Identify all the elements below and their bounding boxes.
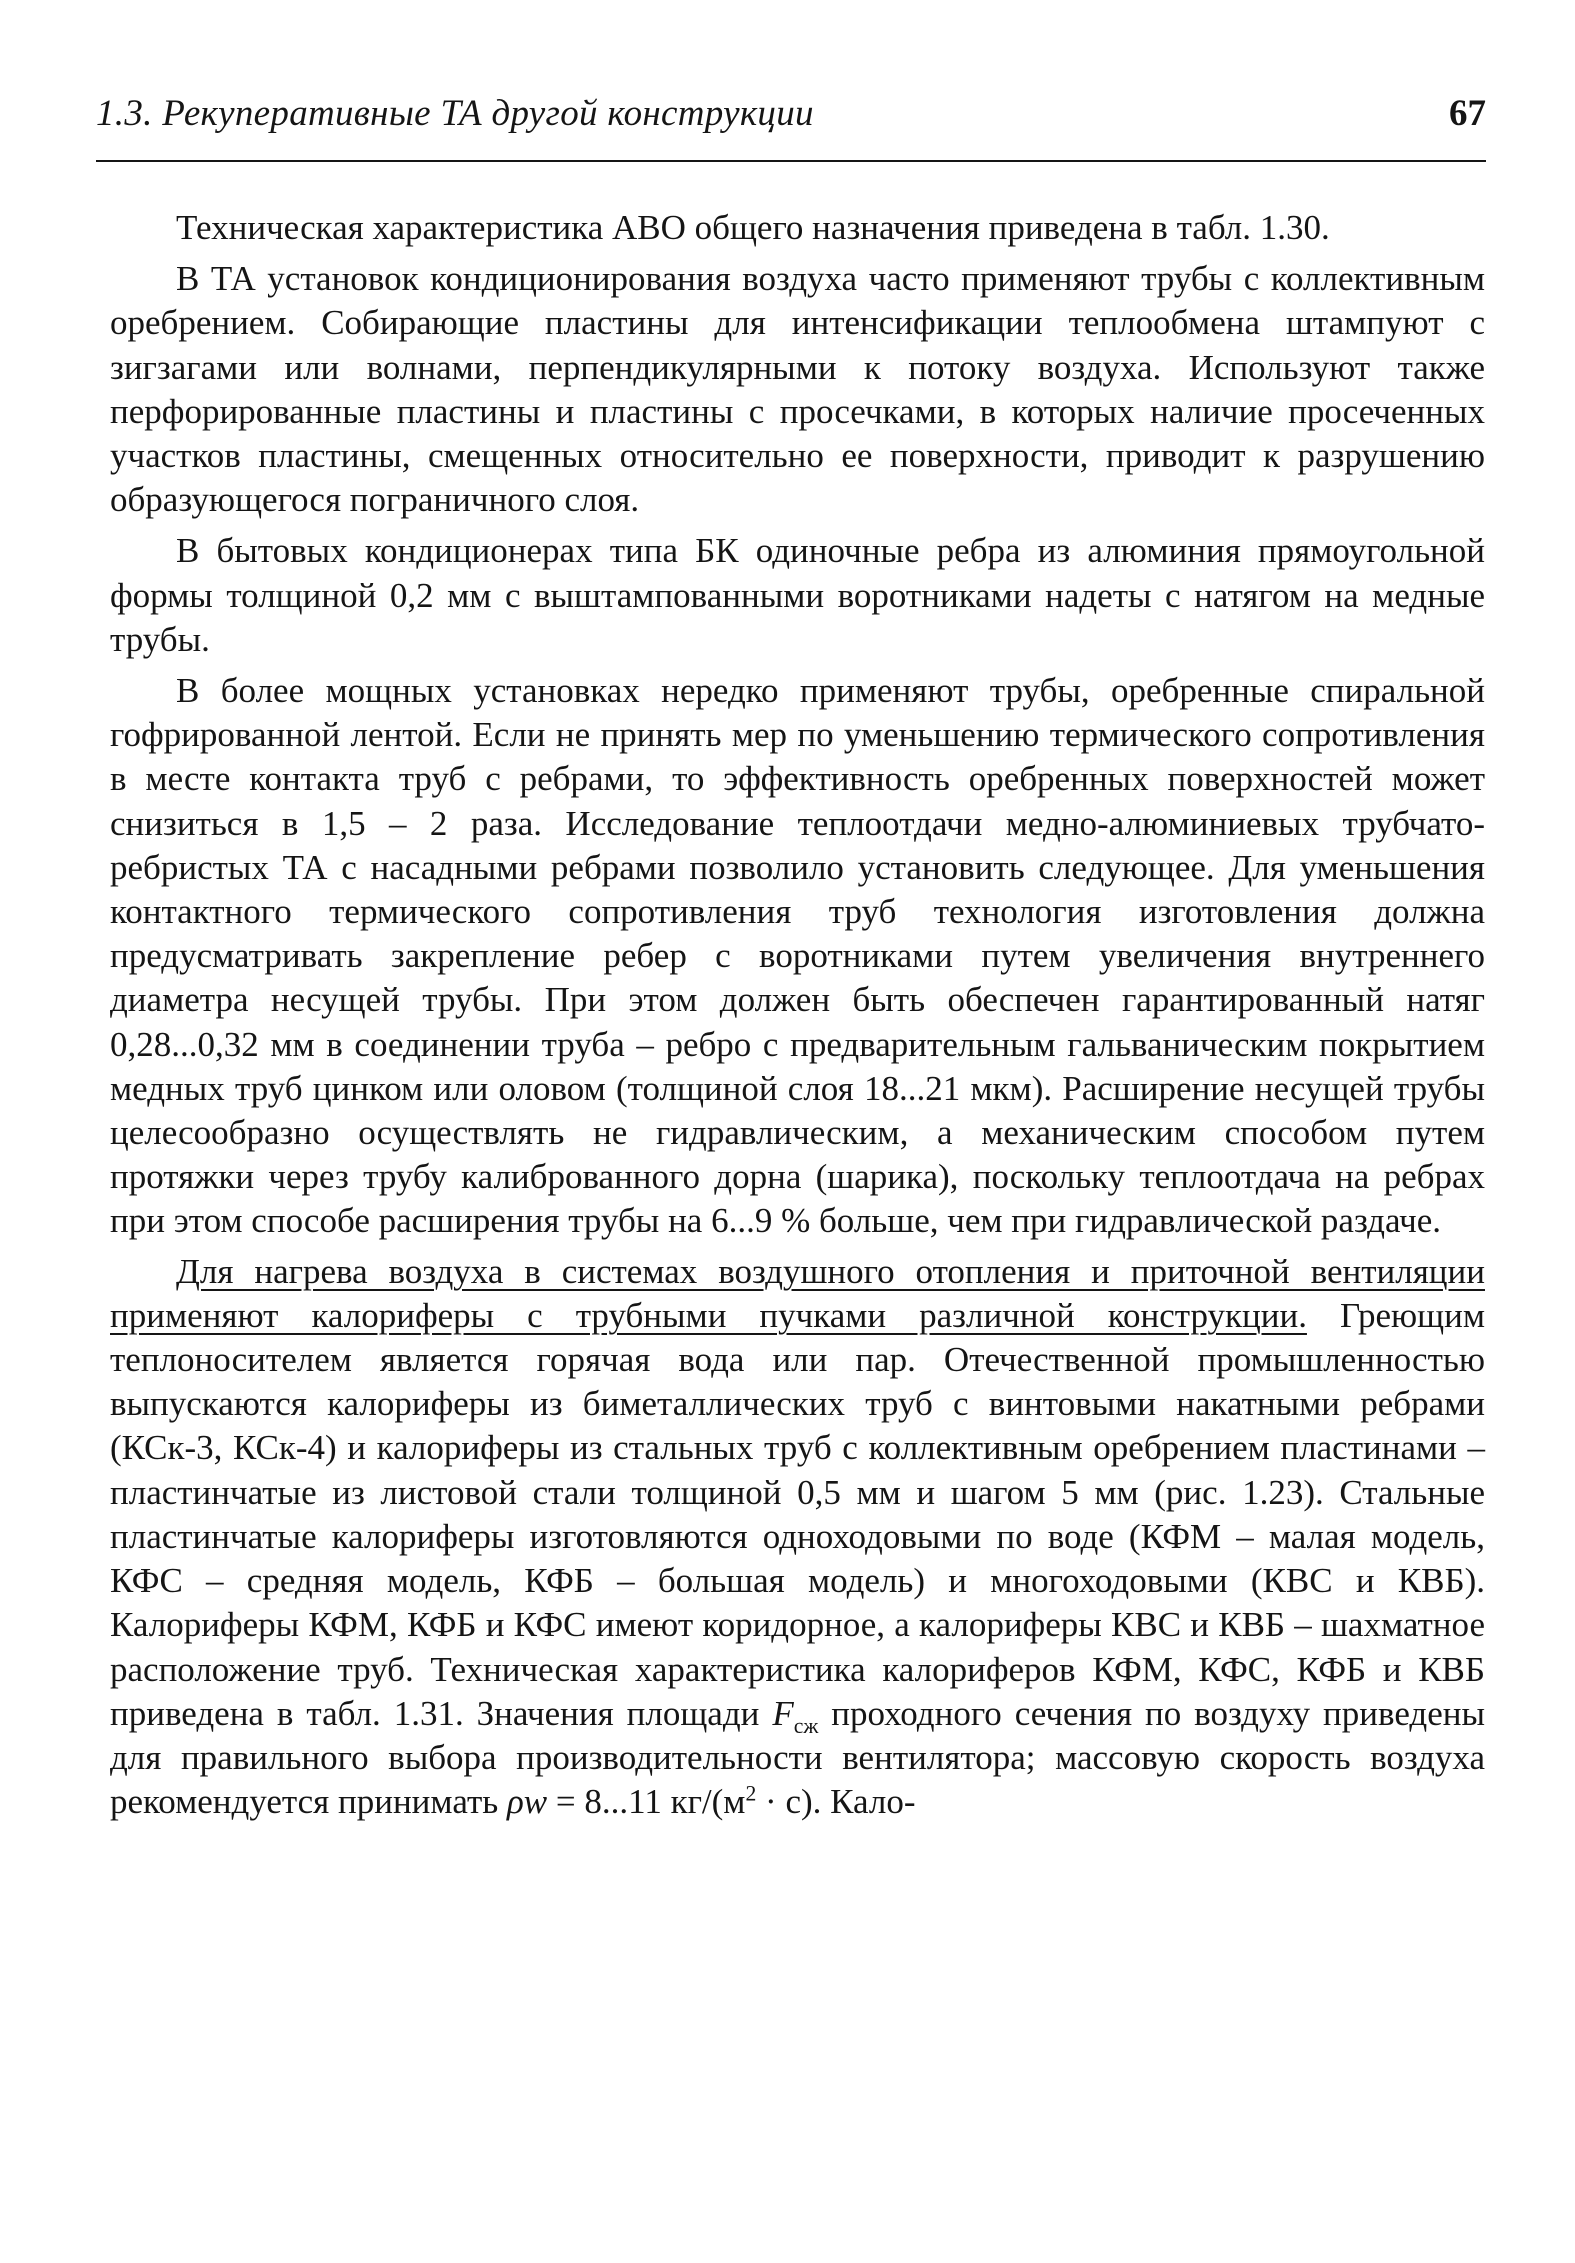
section-title: 1.3. Рекуперативные ТА другой конструкции <box>96 93 814 134</box>
paragraph-3: В бытовых кондиционерах типа БК одиночные ребра из алюминия прямоугольной формы толщиной 0,2 мм с выштампованными воротниками надеты с натягом на медные трубы. <box>110 531 1485 659</box>
paragraph-2: В ТА установок кондиционирования воздуха часто применяют трубы с коллективным оребрением. Собирающие пластины для интенсификации теплообмена штампуют с зигзагами или волнами, перпендикулярными к потоку воздуха. Используют также перфорированные пластины и пластины с просечками, в которых наличие просеченных участков пластины, смещенных относительно ее поверхности, приводит к разрушению образующегося пограничного слоя. <box>110 259 1485 520</box>
page-number: 67 <box>1449 93 1486 134</box>
underlined-sentence: Для нагрева воздуха в системах воздушного отопления и приточной вентиляции применяют калориферы с трубными пучками различной конструкции. <box>110 1251 1485 1335</box>
body-text <box>110 206 1485 1824</box>
paragraph-5-text-d: · с). Кало- <box>756 1782 916 1822</box>
variable-rho-w: ρw <box>506 1782 548 1822</box>
superscript-2: 2 <box>745 1781 757 1806</box>
paragraph-5-text-b: проходного сечения по воздуху приведены для правильного выбора производительности вентилятора; массовую скорость воздуха рекомендуется принимать <box>110 1693 1485 1822</box>
variable-F: F <box>772 1693 794 1733</box>
subscript-szh: сж <box>793 1713 819 1738</box>
paragraph-5-text-a: Греющим теплоносителем является горячая вода или пар. Отечественной промышленностью выпускаются калориферы из биметаллических труб с винтовыми накатными ребрами (КСк-3, КСк-4) и калориферы из стальных труб с коллективным оребрением пластинами – пластинчатые из листовой стали толщиной 0,5 мм и шагом 5 мм (рис. 1.23). Стальные пластинчатые калориферы изготовляются одноходовыми по воде (КФМ – малая модель, КФС – средняя модель, КФБ – большая модель) и многоходовыми (КВС и КВБ). Калориферы КФМ, КФБ и КФС имеют коридорное, а калориферы КВС и КВБ – шахматное расположение труб. Техническая характеристика калориферов КФМ, КФС, КФБ и КВБ приведена в табл. 1.31. Значения площади <box>110 1295 1485 1733</box>
header-rule <box>96 160 1486 162</box>
paragraph-4: В более мощных установках нередко применяют трубы, оребренные спиральной гофрированной лентой. Если не принять мер по уменьшению термического сопротивления в месте контакта труб с ребрами, то эффективность оребренных поверхностей может снизиться в 1,5 – 2 раза. Исследование теплоотдачи медно-алюминиевых трубчато-ребристых ТА с насадными ребрами позволило установить следующее. Для уменьшения контактного термического сопротивления труб технология изготовления должна предусматривать закрепление ребер с воротниками путем увеличения внутреннего диаметра несущей трубы. При этом должен быть обеспечен гарантированный натяг 0,28...0,32 мм в соединении труба – ребро с предварительным гальваническим покрытием медных труб цинком или оловом (толщиной слоя 18...21 мкм). Расширение несущей трубы целесообразно осуществлять не гидравлическим, а механическим способом путем протяжки через трубу калиброванного дорна (шарика), поскольку теплоотдача на ребрах при этом способе расширения трубы на 6...9 % больше, чем при гидравлической раздаче. <box>110 671 1485 1241</box>
paragraph-1: Техническая характеристика АВО общего назначения приведена в табл. 1.30. <box>176 208 1330 247</box>
running-head <box>96 92 1486 152</box>
paragraph-5-text-c: = 8...11 кг/(м <box>547 1782 746 1822</box>
paragraph-5 <box>110 1250 1485 1825</box>
